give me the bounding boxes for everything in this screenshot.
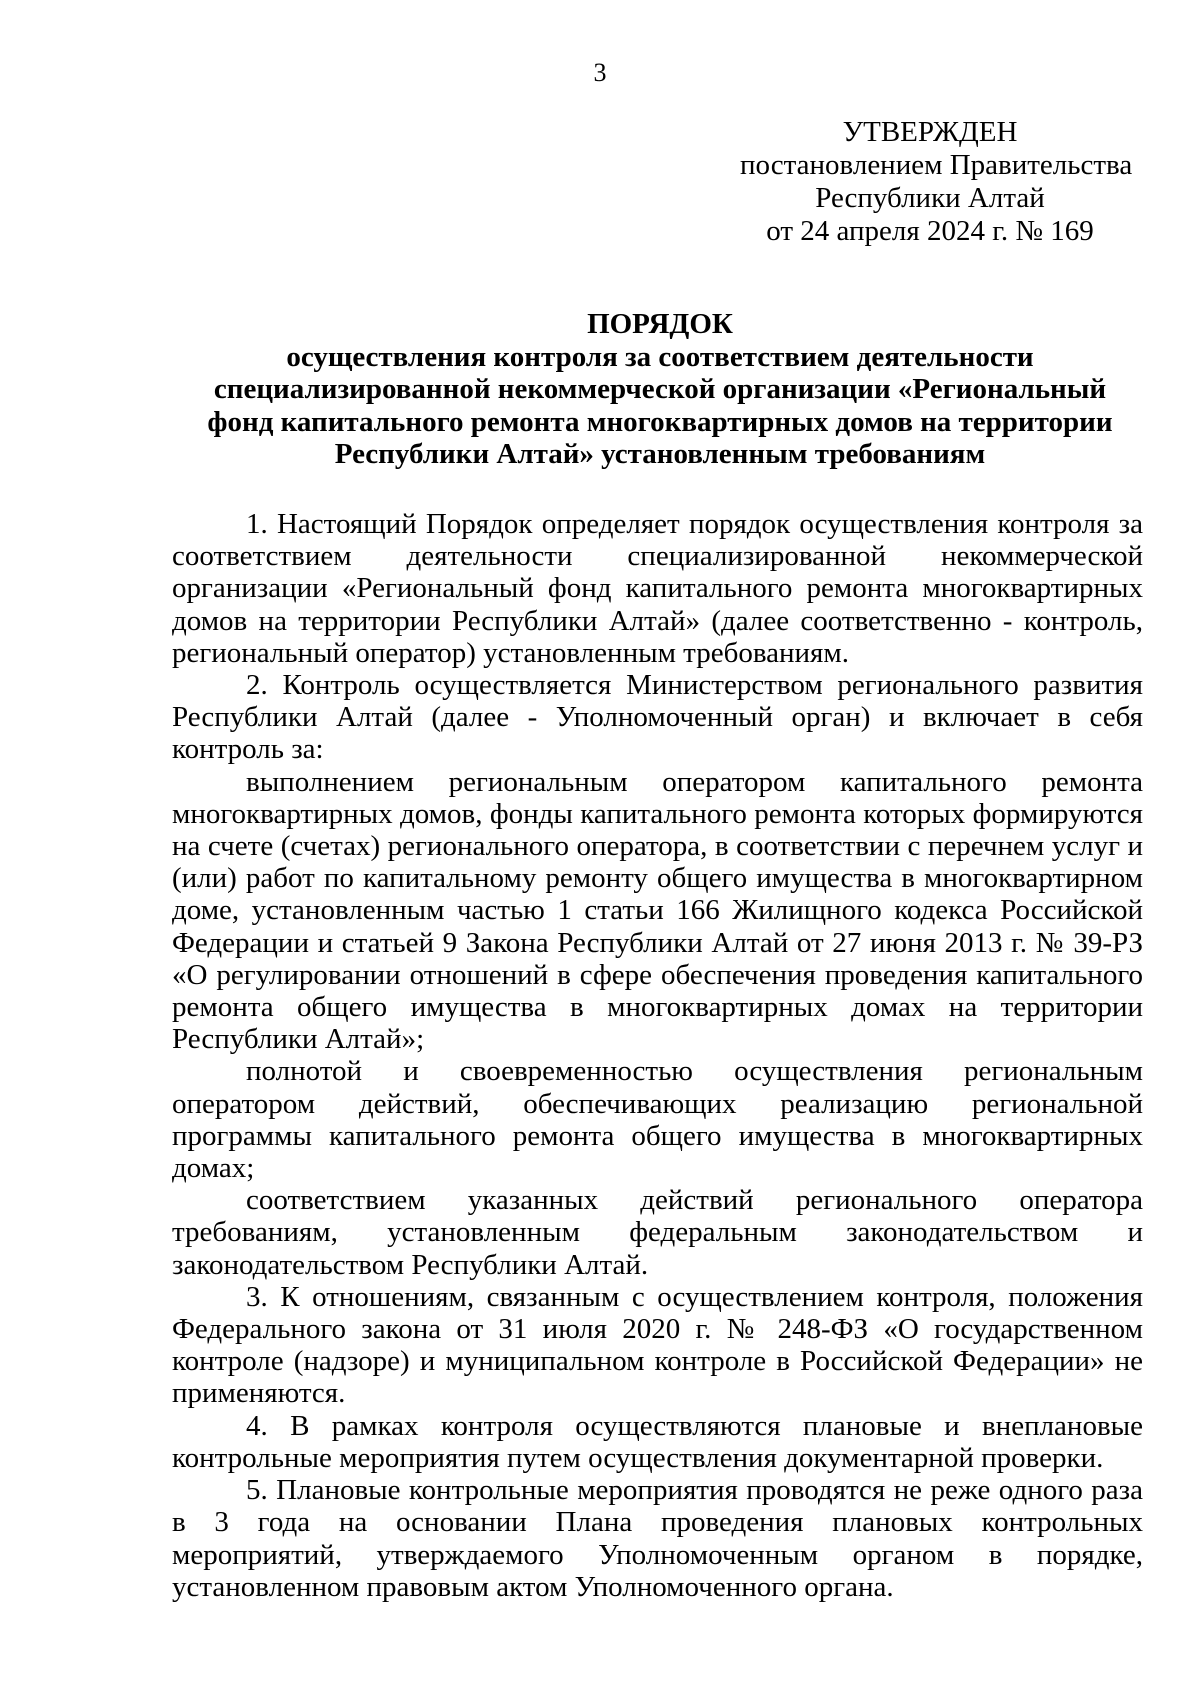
title-subtitle: осуществления контроля за соответствием деятельности специализированной некоммерческой организации «Региональный фонд капитального ремонта многоквартирных домов на территории Республики Алтай» установленным требованиям — [207, 340, 1113, 470]
paragraph-2: 2. Контроль осуществляется Министерством регионального развития Республики Алтай (далее - Уполномоченный орган) и включает в себя контроль за: — [172, 669, 1143, 766]
document-title — [180, 308, 1140, 471]
paragraph-1: 1. Настоящий Порядок определяет порядок осуществления контроля за соответствием деятельности специализированной некоммерческой организации «Региональный фонд капитального ремонта многоквартирных домов на территории Республики Алтай» (далее соответственно - контроль, региональный оператор) установленным требованиям. — [172, 508, 1143, 669]
paragraph-2-item-2: полнотой и своевременностью осуществления региональным оператором действий, обеспечивающих реализацию региональной программы капитального ремонта общего имущества в многоквартирных домах; — [172, 1055, 1143, 1185]
approval-line-resolution: постановлением Правительства — [740, 149, 1133, 181]
approval-stamp — [740, 116, 1133, 248]
page-number: 3 — [593, 58, 607, 87]
paragraph-2-item-3: соответствием указанных действий регионального оператора требованиям, установленным федеральным законодательством и законодательством Республики Алтай. — [172, 1184, 1143, 1281]
paragraph-5: 5. Плановые контрольные мероприятия проводятся не реже одного раза в 3 года на основании Плана проведения плановых контрольных мероприятий, утверждаемого Уполномоченным органом в порядке, установленном правовым актом Уполномоченного органа. — [172, 1474, 1143, 1603]
document-body — [172, 508, 1143, 1603]
title-main: ПОРЯДОК — [587, 308, 733, 340]
paragraph-3: 3. К отношениям, связанным с осуществлением контроля, положения Федерального закона от 31 июля 2020 г. № 248-ФЗ «О государственном контроле (надзоре) и муниципальном контроле в Российской Федерации» не применяются. — [172, 1280, 1143, 1410]
paragraph-4: 4. В рамках контроля осуществляются плановые и внеплановые контрольные мероприятия путем осуществления документарной проверки. — [172, 1409, 1143, 1474]
approval-line-approved: УТВЕРЖДЕН — [842, 116, 1018, 148]
approval-line-date: от 24 апреля 2024 г. № 169 — [766, 215, 1094, 247]
paragraph-2-item-1: выполнением региональным оператором капитального ремонта многоквартирных домов, фонды капитального ремонта которых формируются на счете (счетах) регионального оператора, в соответствии с перечнем услуг и (или) работ по капитальному ремонту общего имущества в многоквартирном доме, установленным частью 1 статьи 166 Жилищного кодекса Российской Федерации и статьей 9 Закона Республики Алтай от 27 июня 2013 г. № 39-РЗ «О регулировании отношений в сфере обеспечения проведения капитального ремонта общего имущества в многоквартирных домах на территории Республики Алтай»; — [172, 765, 1143, 1056]
approval-line-region: Республики Алтай — [815, 182, 1045, 214]
